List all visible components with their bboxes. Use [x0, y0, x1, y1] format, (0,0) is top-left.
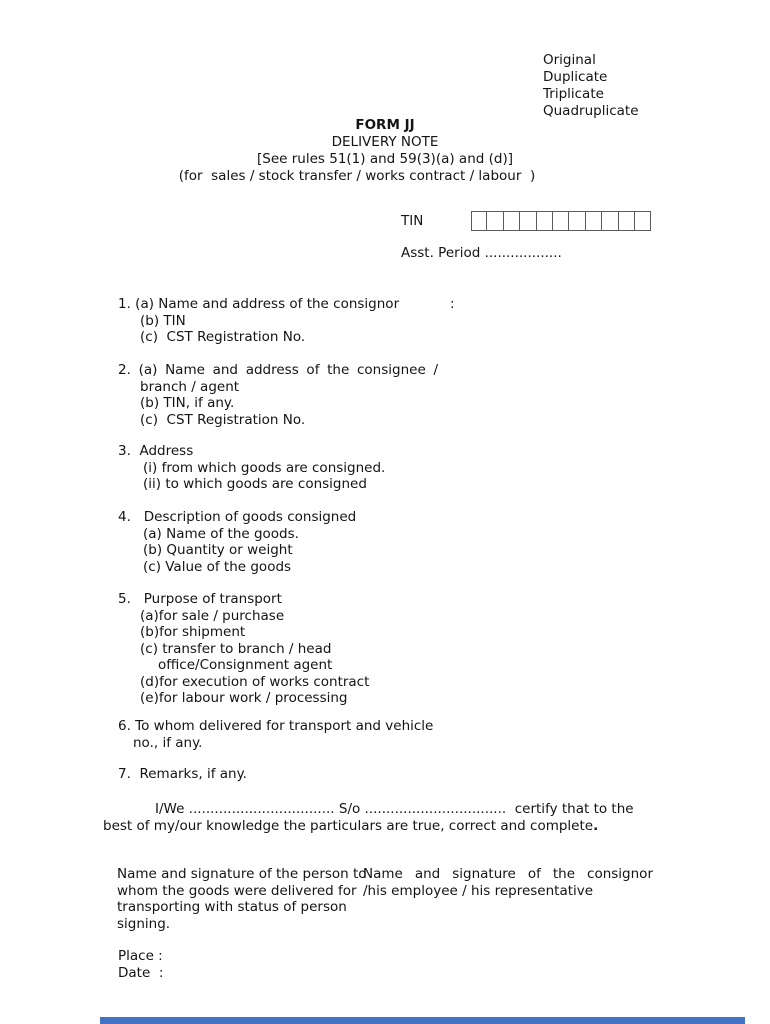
signature-block-transporter — [117, 866, 367, 932]
copy-label-original: Original — [543, 52, 596, 68]
certify-line-2: best of my/our knowledge the particulars are true, correct and complete. — [103, 817, 599, 834]
item5-line-a: (a)for sale / purchase — [140, 607, 285, 624]
item3-line-ii: (ii) to which goods are consigned — [143, 476, 367, 492]
date-field: Date : — [118, 964, 164, 981]
item2-line-b: (b) TIN, if any. — [140, 395, 235, 411]
copy-label-triplicate: Triplicate — [543, 86, 604, 102]
item6-line-1: 6. To whom delivered for transport and vehicle — [118, 718, 434, 734]
item2-line-c: (c) CST Registration No. — [140, 411, 306, 428]
form-header — [0, 117, 770, 185]
tin-box-cell[interactable] — [569, 211, 585, 231]
item-2-consignee — [118, 362, 438, 428]
item6-line-2: no., if any. — [133, 734, 203, 751]
tin-box-cell[interactable] — [520, 211, 536, 231]
item4-line-c: (c) Value of the goods — [143, 558, 292, 575]
certify-period: . — [593, 817, 599, 834]
item4-line-a: (a) Name of the goods. — [143, 525, 299, 542]
tin-box-cell[interactable] — [619, 211, 635, 231]
item5-line-d: (d)for execution of works contract — [140, 673, 370, 690]
item5-line-e: (e)for labour work / processing — [140, 690, 348, 706]
item2-line-a: 2. (a) Name and address of the consignee / — [118, 362, 438, 378]
item5-title: 5. Purpose of transport — [118, 591, 282, 607]
asst-period-field: Asst. Period .................. — [401, 245, 562, 261]
item1-colon: : — [450, 296, 455, 312]
item1-line-c: (c) CST Registration No. — [140, 329, 306, 345]
item-4-goods-description — [118, 509, 356, 575]
sig-left-line-1: Name and signature of the person to — [117, 866, 367, 882]
item1-line-a: 1. (a) Name and address of the consignor : — [118, 296, 455, 312]
place-field: Place : — [118, 948, 163, 964]
item5-line-b: (b)for shipment — [140, 624, 246, 640]
certify-line-1: I/We .................................. S/o ................................. certify that to the — [155, 801, 634, 817]
sig-right-line-2: /his employee / his representative — [363, 882, 594, 899]
item5-line-c2: office/Consignment agent — [158, 657, 333, 673]
item5-line-c: (c) transfer to branch / head — [140, 640, 332, 657]
item-1-consignor — [118, 296, 455, 346]
item-6-delivered-to — [118, 718, 433, 751]
tin-box-cell[interactable] — [504, 211, 520, 231]
tin-box-cell[interactable] — [635, 211, 651, 231]
item-5-transport-purpose — [118, 591, 369, 707]
tin-boxes — [471, 211, 651, 231]
sig-left-line-3: transporting with status of person — [117, 899, 347, 915]
item4-title: 4. Description of goods consigned — [118, 509, 357, 525]
item2-line-a2: branch / agent — [140, 378, 240, 395]
tin-box-cell[interactable] — [553, 211, 569, 231]
tin-label: TIN — [401, 213, 424, 229]
item3-title: 3. Address — [118, 443, 194, 459]
sig-left-line-4: signing. — [117, 915, 171, 932]
signature-block-consignor — [363, 866, 653, 899]
form-purpose: (for sales / stock transfer / works contract / labour ) — [178, 168, 536, 184]
item3-line-i: (i) from which goods are consigned. — [143, 459, 386, 476]
copy-label-duplicate: Duplicate — [543, 69, 608, 85]
form-title: FORM JJ — [355, 117, 415, 133]
tin-box-cell[interactable] — [471, 211, 487, 231]
tin-box-cell[interactable] — [586, 211, 602, 231]
item1-line-b: (b) TIN — [140, 312, 186, 329]
certification-paragraph — [103, 801, 663, 834]
copy-label-quadruplicate: Quadruplicate — [543, 103, 639, 119]
form-subtitle: DELIVERY NOTE — [331, 134, 439, 150]
form-rules: [See rules 51(1) and 59(3)(a) and (d)] — [257, 151, 513, 167]
tin-box-cell[interactable] — [487, 211, 503, 231]
item4-line-b: (b) Quantity or weight — [143, 542, 293, 558]
item7-line: 7. Remarks, if any. — [118, 766, 247, 782]
place-date-block — [118, 948, 163, 981]
tin-box-cell[interactable] — [602, 211, 618, 231]
sig-left-line-2: whom the goods were delivered for — [117, 882, 357, 899]
item-7-remarks — [118, 766, 247, 783]
copies-block — [543, 52, 639, 120]
item-3-address — [118, 443, 385, 493]
tin-box-cell[interactable] — [537, 211, 553, 231]
sig-right-line-1: Name and signature of the consignor — [363, 866, 653, 882]
bottom-accent-bar — [100, 1017, 745, 1024]
